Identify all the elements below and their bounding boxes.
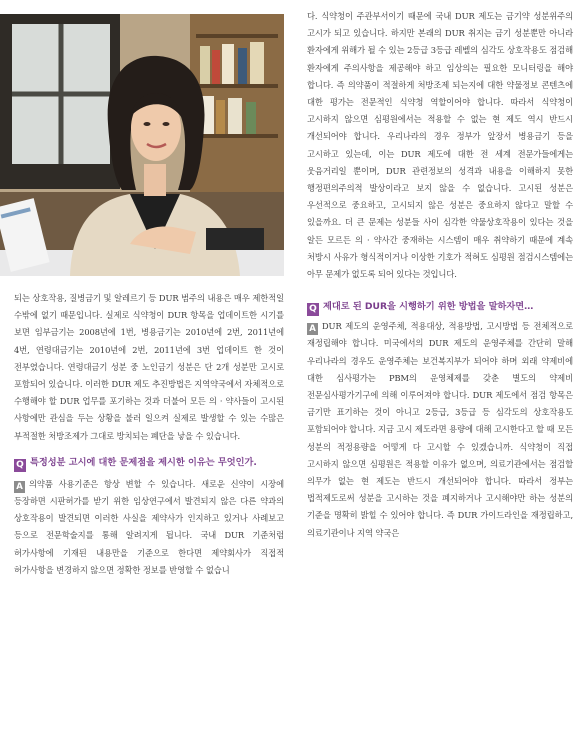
answer-text: 의약품 사용기준은 항상 변할 수 있습니다. 새로운 신약이 시장에 등장하면 시판허가를 받기 위한 임상연구에서 발견되지 않은 다른 약과의 상호작용이 발견되면 이러한 사실을 제약사가 인지하고 있거나 사례보고 등으로 전문학술지를 통해 알려지게 됩니다. 국내 DUR 기준처럼 허가사항에 기재된 내용만을 기준으로 한다면 제약회사가 직접적 허가사항을 변경하지 않으면 정확한 정보를 반영할 수 없습니 [14,478,284,575]
question-heading [14,454,284,472]
question-mark-badge: Q [307,303,319,316]
answer-mark-badge: A [307,323,318,335]
body-paragraph: 되는 상호작용, 질병금기 및 알레르기 등 DUR 범주의 내용은 매우 제한적일 수밖에 없기 때문입니다. 실제로 식약청이 DUR 항목을 업데이트한 시기를 보면 임부금기는 2008년에 1번, 병용금기는 2010년에 2번, 2011년에 4번, 연령대금기는 2010년에 2번, 2011년에 3번 업데이트 한 것이 전부였습니다. 연령대금기 성분 중 노인금기 성분은 단 2개 성분만 고시로 포함되어 있습니다. 이러한 DUR 제도 추진방법은 지역약국에서 자체적으로 수행해야 할 DUR 업무를 포기하는 것과 더불어 모든 의 · 약사들이 고시된 사항에만 관심을 두는 상황을 불러 일으켜 실제로 발생할 수 있는 수많은 부적절한 처방조제가 그대로 방치되는 폐단을 낳을 수 있습니다. [14,293,284,441]
answer-paragraph [307,318,573,542]
question-mark-badge: Q [14,459,26,472]
right-column [307,8,573,542]
question-heading [307,298,573,316]
answer-mark-badge: A [14,481,25,493]
question-title: 특정성분 고시에 대한 문제점을 제시한 이유는 무엇인가. [30,456,257,468]
left-column [14,290,284,579]
interview-photo [0,14,284,276]
woman-at-desk-photo [0,14,284,276]
body-paragraph: 다. 식약청이 주관부서이기 때문에 국내 DUR 제도는 금기약 성분위주의 고시가 되고 있습니다. 하지만 본래의 DUR 취지는 금기 성분뿐만 아니라 환자에게 위해가 될 수 있는 2등급 3등급 레벨의 심각도 상호작용도 점검해 환자에게 주의사항을 제공해야 하고 임상의는 필요한 모니터링을 해야 합니다. 즉 의약품이 적절하게 처방조제 되는지에 대한 약물정보 콘텐츠에 대한 평가는 전문적인 식약청 역할이어야 합니다. 따라서 식약청이 고시하지 않으면 심평원에서는 적용할 수 없는 현 제도 역시 반드시 개선되어야 합니다. 우리나라의 경우 정부가 앞장서 병용금기 등을 고시하고 있는데, 이는 DUR 제도에 대한 전 세계 전문가들에게는 웃음거리일 뿐이며, DUR 관련정보의 성격과 내용을 이해하지 못한 행정편의주의적 발상이라고 보지 않을 수 없습니다. 고시된 성분은 우선적으로 중요하고, 고시되지 않은 성분은 중요하지 않다고 말할 수 있을까요. 더 큰 문제는 성분들 사이 심각한 약물상호작용이 있다는 것을 알든 모르든 의 · 약사간 중재하는 시스템이 매우 취약하기 때문에 계속 처방시 사유가 형식적이거나 이상한 기호가 적혀도 심평원 점검시스템에는 아무 문제가 없도록 되어 있다는 것입니다. [307,11,573,280]
answer-text: DUR 제도의 운영주체, 적용대상, 적용방법, 고시방법 등 전체적으로 재정립해야 합니다. 미국에서의 DUR 제도의 운영주체를 간단히 말해 우리나라의 경우도 운영주체는 보건복지부가 되어야 하며 외래 약제비에 대한 심사평가는 PBM의 운영체제를 갖춘 별도의 약제비 전문심사평가기구에 의해 이루어져야 합니다. DUR 제도에서 점검 항목은 금기만 표기하는 것이 아니고 2등급, 3등급 등 심각도의 상호작용도 포함되어야 합니다. 지금 고시 제도라면 용량에 대해 고시한다고 할 때 모든 성분의 적정용량을 어떻게 다 고시할 수 있겠습니까. 식약청이 직접 고시하지 않으면 심평원은 적용할 이유가 없으며, 의료기관에서는 점검할 의무가 없는 현 제도는 반드시 개선되어야 합니다. 따라서 정부는 법적제도로써 성분을 고시하는 것을 폐지하거나 고시해야만 하는 성분의 기준을 명확히 밝힐 수 있어야 합니다. 즉 DUR 가이드라인을 재정립하고, 의료기관이나 지역 약국은 [307,321,573,538]
answer-paragraph [14,476,284,579]
question-title: 제대로 된 DUR을 시행하기 위한 방법을 말하자면… [323,301,534,313]
